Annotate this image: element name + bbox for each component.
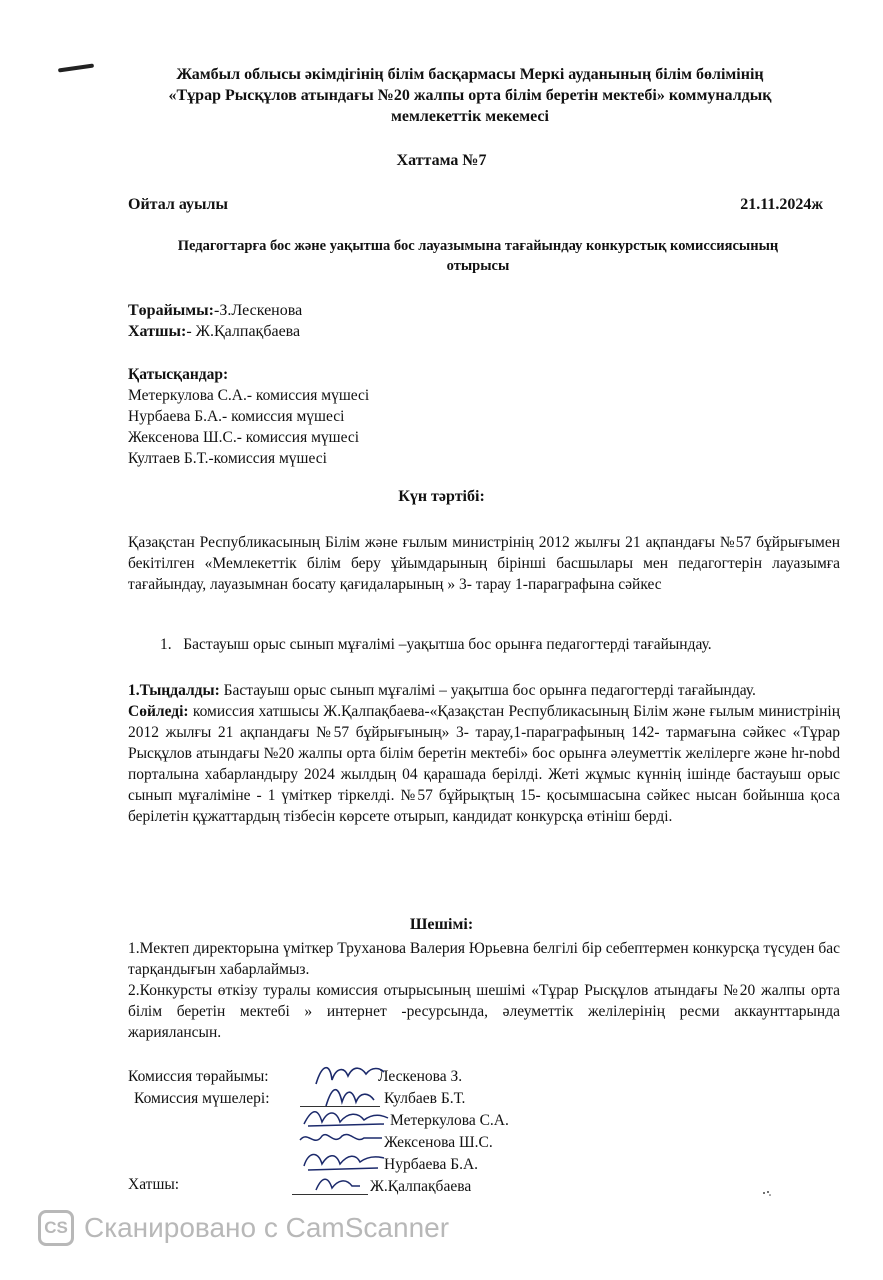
roles-block — [128, 300, 302, 342]
said-text: комиссия хатшысы Ж.Қалпақбаева-«Қазақстан Республикасының Білім және ғылым министрінің 2012 жылғы 21 ақпандағы №57 бұйрығының» 3- тарау,1-параграфының 142- тармағына сәйкес «Тұрар Рысқұлов атындағы №20 жалпы орта білім беретін мектебі» бос орынға әлеуметтік желілерге және hr-nobd порталына хабарландыру 2024 жылдың 04 қарашада берілді. Жеті жұмыс күннің ішінде бастауыш орыс сынып мұғаліміне - 1 үміткер тіркелді. №57 бұйрықтың 15- қосымшасына сәйкес нысан бойынша қоса берілетін құжаттардың тізбесін көрсете отырып, кандидат конкурсқа өтініш берді. — [128, 703, 840, 825]
protocol-date: 21.11.2024ж — [740, 196, 823, 213]
signature-chair-label: Комиссия төрайымы: — [128, 1068, 269, 1085]
signature-members-label: Комиссия мүшелері: — [134, 1090, 270, 1107]
header-line-2: «Тұрар Рысқұлов атындағы №20 жалпы орта білім беретін мектебі» коммуналдық — [168, 87, 772, 104]
signature-name: Кулбаев Б.Т. — [384, 1090, 466, 1107]
signature-scribble — [298, 1146, 388, 1174]
participant-item: Метеркулова С.А.- комиссия мүшесі — [128, 387, 370, 404]
meeting-title-line-1: Педагогтарға бос және уақытша бос лауазымына тағайындау конкурстық комиссиясының — [177, 238, 779, 254]
watermark-text: Сканировано с CamScanner — [84, 1212, 450, 1243]
participants-title: Қатысқандар: — [128, 366, 229, 383]
protocol-place: Ойтал ауылы — [128, 196, 228, 213]
signature-name: Ж.Қалпақбаева — [370, 1178, 472, 1195]
camscanner-watermark — [38, 1210, 449, 1246]
scan-noise-dots — [762, 1188, 772, 1198]
decision-point-2: 2.Конкурсты өткізу туралы комиссия отырысының шешімі «Тұрар Рысқұлов атындағы №20 жалпы орта білім беретін мектебі » интернет -ресурсында, әлеуметтік желілерінің ресми аккаунттарында жариялансын. — [128, 982, 840, 1041]
header-line-1: Жамбыл облысы әкімдігінің білім басқармасы Меркі ауданының білім бөлімінің — [176, 66, 764, 83]
agenda-item-number: 1. — [160, 636, 172, 653]
chair-label: Төрайымы: — [128, 302, 214, 319]
participants-block — [128, 364, 369, 469]
meeting-title — [118, 236, 838, 276]
camscanner-logo-icon: CS — [38, 1210, 74, 1246]
decision-title: Шешімі: — [409, 916, 474, 933]
document-header — [120, 64, 820, 127]
decision-point-1: 1.Мектеп директорына үміткер Труханова Валерия Юрьевна белгілі бір себептермен конкурсқа түсуден бас тарқандығын хабарлаймыз. — [128, 940, 840, 978]
participant-item: Нурбаева Б.А.- комиссия мүшесі — [128, 408, 345, 425]
said-label: Сөйледі: — [128, 703, 189, 720]
agenda-intro: Қазақстан Республикасының Білім және ғылым министрінің 2012 жылғы 21 ақпандағы №57 бұйрығымен бекітілген «Мемлекеттік білім беру ұйымдарының бірінші басшылары мен педагогтерін лауазымға тағайындау, лауазымнан босату қағидаларының » 3- тарау 1-параграфына сәйкес — [128, 534, 840, 593]
secretary-name: - Ж.Қалпақбаева — [186, 323, 301, 340]
meeting-title-line-2: отырысы — [446, 258, 510, 274]
pen-mark — [58, 64, 94, 73]
header-line-3: мемлекеттік мекемесі — [391, 108, 549, 125]
participant-item: Жексенова Ш.С.- комиссия мүшесі — [128, 429, 360, 446]
signature-scribble — [312, 1172, 364, 1196]
signature-name: Нурбаева Б.А. — [384, 1156, 479, 1173]
participant-item: Култаев Б.Т.-комиссия мүшесі — [128, 450, 327, 467]
signature-name: Жексенова Ш.С. — [384, 1134, 493, 1151]
heard-text: Бастауыш орыс сынып мұғалімі – уақытша бос орынға педагогтерді тағайындау. — [219, 682, 756, 699]
agenda-item — [160, 636, 712, 654]
protocol-title: Хаттама №7 — [396, 152, 487, 169]
chair-name: -З.Лескенова — [214, 302, 303, 319]
secretary-label: Хатшы: — [128, 323, 187, 340]
decision-block — [128, 938, 840, 1043]
agenda-item-text: Бастауыш орыс сынып мұғалімі –уақытша бос орынға педагогтерді тағайындау. — [183, 636, 712, 653]
signature-name: Метеркулова С.А. — [390, 1112, 509, 1129]
signature-secretary-label: Хатшы: — [128, 1176, 180, 1193]
agenda-title: Күн тәртібі: — [398, 488, 485, 505]
hearing-block — [128, 680, 840, 827]
heard-label: 1.Тыңдалды: — [128, 682, 220, 699]
signature-name: Лескенова З. — [378, 1068, 463, 1085]
